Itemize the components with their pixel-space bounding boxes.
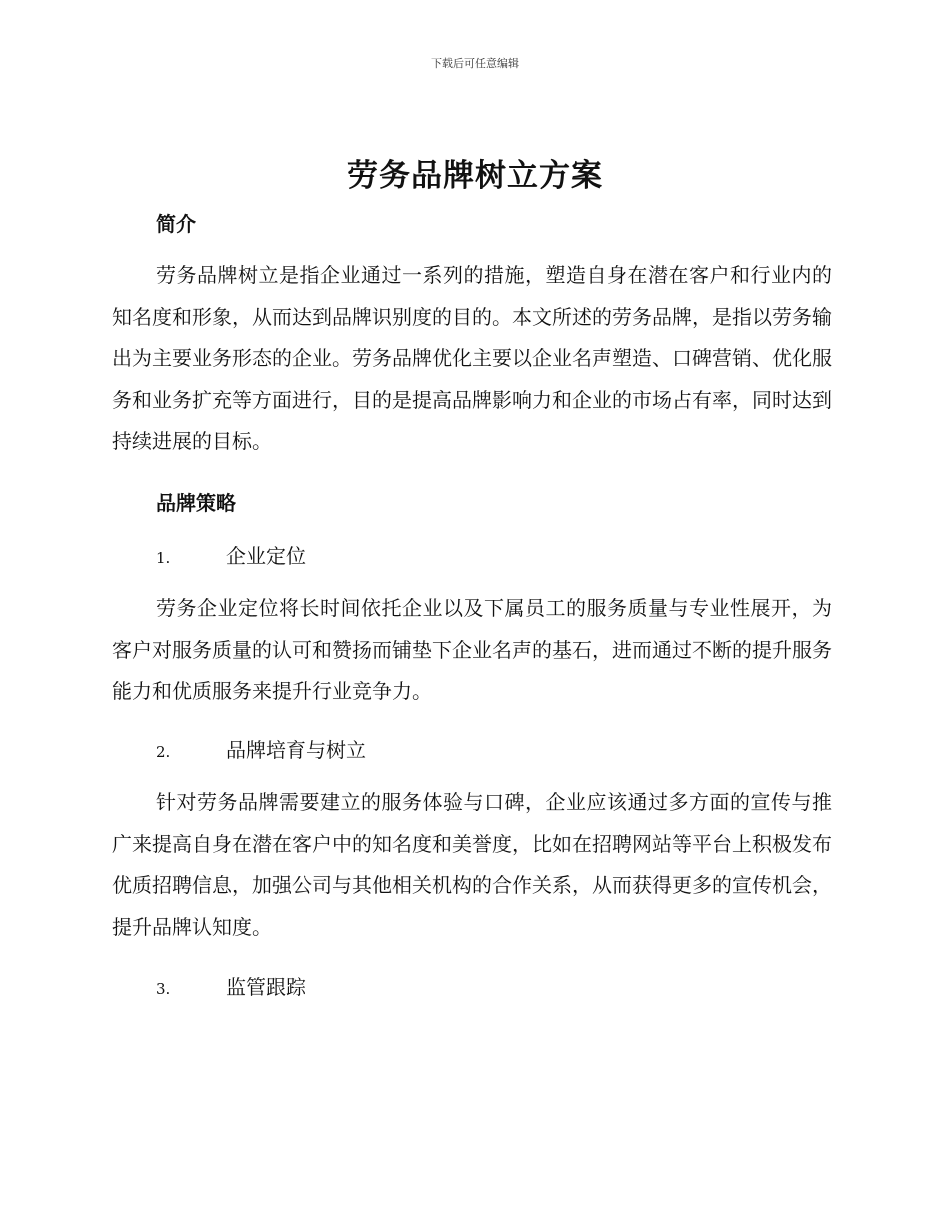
list-number: 2.: [156, 743, 171, 761]
list-item-2: [156, 734, 366, 763]
list-number: 3.: [156, 980, 171, 998]
header-note: 下载后可任意编辑: [431, 57, 519, 70]
list-label: 品牌培育与树立: [226, 738, 366, 762]
item-1-paragraph: 劳务企业定位将长时间依托企业以及下属员工的服务质量与专业性展开，为客户对服务质量的认可和赞扬而铺垫下企业名声的基石，进而通过不断的提升服务能力和优质服务来提升行业竞争力。: [112, 596, 832, 703]
section-heading-strategy: 品牌策略: [156, 491, 236, 515]
intro-paragraph: 劳务品牌树立是指企业通过一系列的措施，塑造自身在潜在客户和行业内的知名度和形象，从而达到品牌识别度的目的。本文所述的劳务品牌，是指以劳务输出为主要业务形态的企业。劳务品牌优化主要以企业名声塑造、口碑营销、优化服务和业务扩充等方面进行，目的是提高品牌影响力和企业的市场占有率，同时达到持续进展的目标。: [112, 263, 832, 453]
section-heading-intro: 简介: [156, 212, 196, 236]
document-title: 劳务品牌树立方案: [347, 158, 603, 194]
list-item-1: [156, 540, 306, 569]
item-2-paragraph: 针对劳务品牌需要建立的服务体验与口碑，企业应该通过多方面的宣传与推广来提高自身在潜在客户中的知名度和美誉度，比如在招聘网站等平台上积极发布优质招聘信息，加强公司与其他相关机构的合作关系，从而获得更多的宣传机会，提升品牌认知度。: [112, 790, 832, 939]
list-label: 企业定位: [226, 544, 306, 568]
list-label: 监管跟踪: [226, 975, 306, 999]
list-item-3: [156, 971, 306, 1000]
list-number: 1.: [156, 549, 171, 567]
